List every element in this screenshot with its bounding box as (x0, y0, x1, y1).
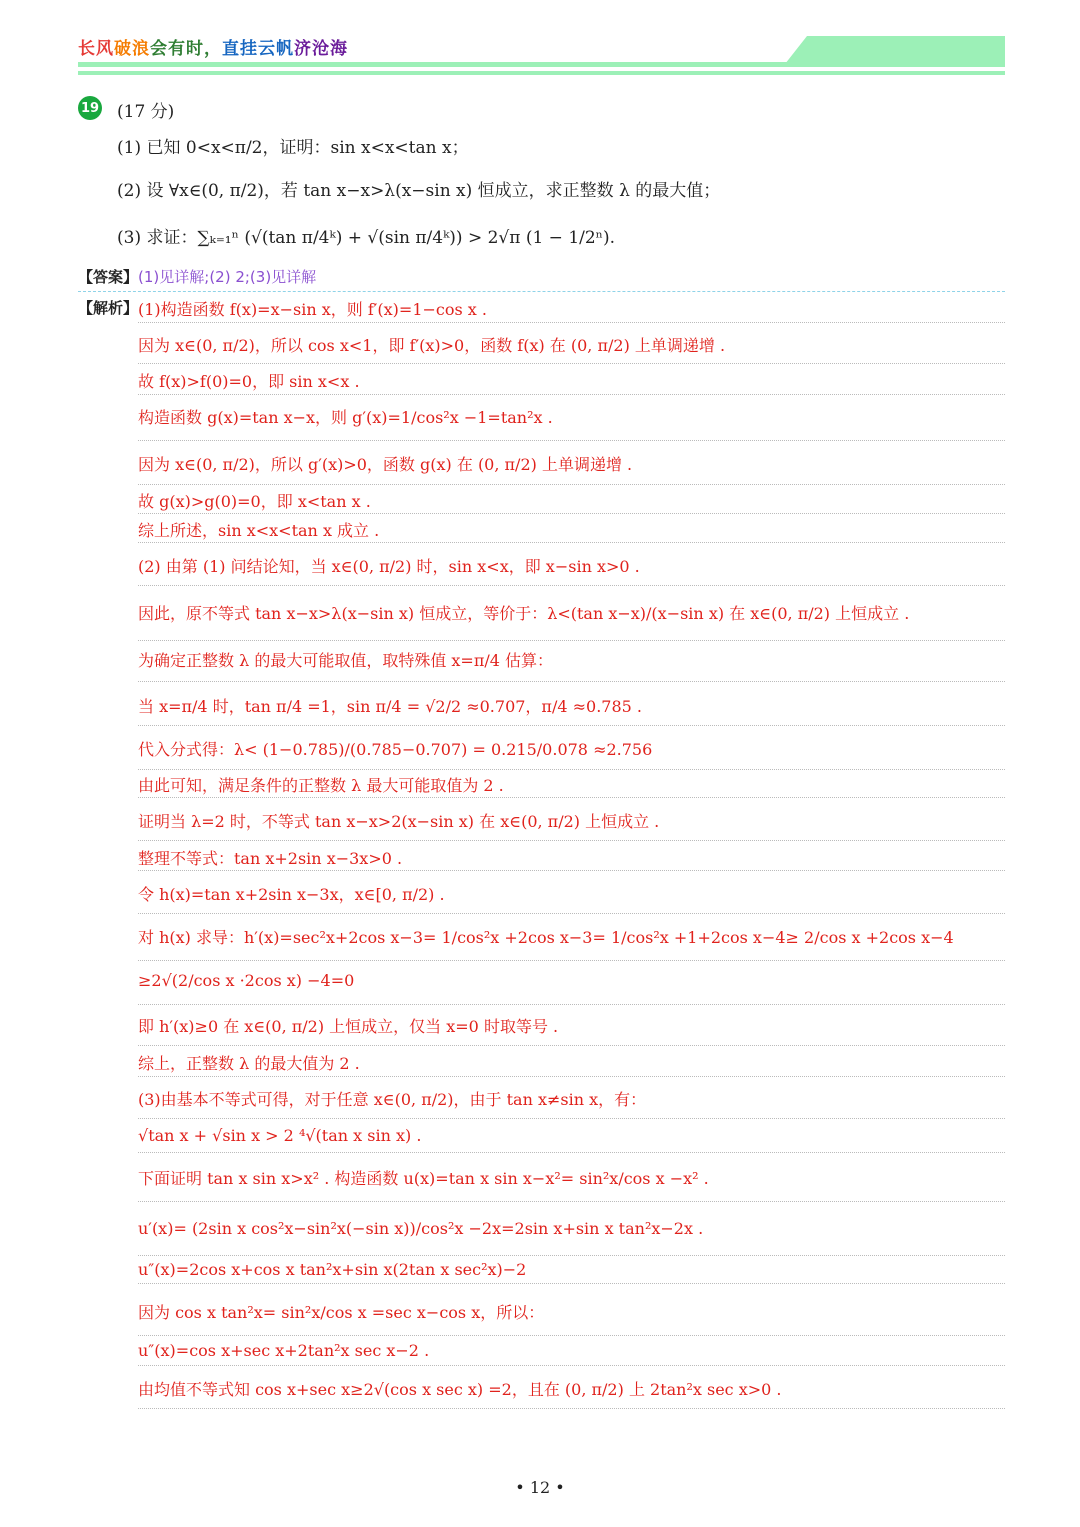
motto-part: 会有时， (150, 39, 222, 59)
analysis-line: 构造函数 g(x)=tan x−x，则 g′(x)=1/cos²x −1=tan²x . (138, 408, 553, 427)
motto-part: 长风 (78, 39, 114, 59)
analysis-line: 因为 x∈(0, π/2)，所以 g′(x)>0，函数 g(x) 在 (0, π/2) 上单调递增 . (138, 455, 633, 474)
header-tab-decoration (785, 36, 1005, 64)
divider (138, 1335, 1005, 1336)
divider (138, 1045, 1005, 1046)
divider (138, 870, 1005, 871)
analysis-line: ≥2√(2/cos x ·2cos x) −4=0 (138, 971, 355, 990)
analysis-line: √tan x + √sin x > 2 ⁴√(tan x sin x) . (138, 1126, 422, 1145)
analysis-line: 为确定正整数 λ 的最大可能取值，取特殊值 x=π/4 估算： (138, 651, 554, 670)
analysis-line: 由此可知，满足条件的正整数 λ 最大可能取值为 2 . (138, 776, 504, 795)
analysis-line: (1)构造函数 f(x)=x−sin x，则 f′(x)=1−cos x . (138, 300, 487, 319)
analysis-line: 对 h(x) 求导：h′(x)=sec²x+2cos x−3= 1/cos²x +2cos x−3= 1/cos²x +1+2cos x−4≥ 2/cos x +2cos x−4 (138, 928, 954, 947)
answer-label: 【答案】 (78, 268, 139, 286)
divider (138, 1118, 1005, 1119)
divider (138, 1365, 1005, 1366)
answer-text: (1)见详解;(2) 2;(3)见详解 (138, 268, 317, 286)
divider (138, 640, 1005, 641)
question-part-1: (1) 已知 0<x<π/2，证明：sin x<x<tan x； (117, 138, 469, 158)
divider (138, 484, 1005, 485)
divider (138, 769, 1005, 770)
divider (138, 797, 1005, 798)
analysis-line: 下面证明 tan x sin x>x² . 构造函数 u(x)=tan x sin x−x²= sin²x/cos x −x² . (138, 1169, 709, 1188)
divider (138, 1152, 1005, 1153)
analysis-line: (3)由基本不等式可得，对于任意 x∈(0, π/2)，由于 tan x≠sin x，有： (138, 1090, 647, 1109)
header-motto (78, 34, 348, 59)
analysis-line: 由均值不等式知 cos x+sec x≥2√(cos x sec x) =2，且在 (0, π/2) 上 2tan²x sec x>0 . (138, 1380, 782, 1399)
divider (138, 1201, 1005, 1202)
motto-part: 直挂云帆 (222, 39, 294, 59)
question-part-3: (3) 求证：∑ₖ₌₁ⁿ (√(tan π/4ᵏ) + √(sin π/4ᵏ)) > 2√π (1 − 1/2ⁿ). (117, 228, 616, 248)
analysis-line: 令 h(x)=tan x+2sin x−3x，x∈[0, π/2) . (138, 885, 445, 904)
divider (138, 840, 1005, 841)
divider (138, 513, 1005, 514)
analysis-line: 整理不等式：tan x+2sin x−3x>0 . (138, 849, 403, 868)
motto-part: 济沧海 (294, 39, 348, 59)
page-header (0, 0, 1080, 95)
analysis-label: 【解析】 (78, 299, 139, 317)
analysis-line: u′(x)= (2sin x cos²x−sin²x(−sin x))/cos²x −2x=2sin x+sin x tan²x−2x . (138, 1219, 704, 1238)
divider (138, 725, 1005, 726)
divider (78, 291, 1005, 292)
question-number-badge: 19 (78, 96, 102, 120)
divider (138, 960, 1005, 961)
divider (138, 585, 1005, 586)
analysis-line: u″(x)=cos x+sec x+2tan²x sec x−2 . (138, 1341, 430, 1360)
answer-row (78, 266, 316, 287)
divider (138, 1408, 1005, 1409)
divider (138, 1255, 1005, 1256)
analysis-line: 因为 x∈(0, π/2)，所以 cos x<1，即 f′(x)>0，函数 f(x) 在 (0, π/2) 上单调递增 . (138, 336, 726, 355)
divider (138, 1004, 1005, 1005)
divider (138, 542, 1005, 543)
analysis-line: 因此，原不等式 tan x−x>λ(x−sin x) 恒成立，等价于：λ<(tan x−x)/(x−sin x) 在 x∈(0, π/2) 上恒成立 . (138, 604, 910, 623)
question-part-2: (2) 设 ∀x∈(0, π/2)，若 tan x−x>λ(x−sin x) 恒成立，求正整数 λ 的最大值； (117, 181, 721, 201)
analysis-line: 故 f(x)>f(0)=0，即 sin x<x . (138, 372, 360, 391)
divider (138, 681, 1005, 682)
analysis-line: 代入分式得：λ< (1−0.785)/(0.785−0.707) = 0.215/0.078 ≈2.756 (138, 740, 653, 759)
analysis-line: 因为 cos x tan²x= sin²x/cos x =sec x−cos x，所以： (138, 1303, 545, 1322)
divider (138, 913, 1005, 914)
page-number: • 12 • (515, 1478, 565, 1497)
analysis-line: (2) 由第 (1) 问结论知，当 x∈(0, π/2) 时，sin x<x，即 x−sin x>0 . (138, 557, 640, 576)
divider (138, 394, 1005, 395)
analysis-line: 当 x=π/4 时，tan π/4 =1，sin π/4 = √2/2 ≈0.707，π/4 ≈0.785 . (138, 697, 642, 716)
question-score: (17 分) (117, 102, 175, 122)
analysis-line: u″(x)=2cos x+cos x tan²x+sin x(2tan x sec²x)−2 (138, 1260, 527, 1279)
analysis-line: 综上，正整数 λ 的最大值为 2 . (138, 1054, 360, 1073)
analysis-line: 综上所述，sin x<x<tan x 成立 . (138, 521, 380, 540)
divider (138, 1283, 1005, 1284)
divider (138, 322, 1005, 323)
analysis-line: 故 g(x)>g(0)=0，即 x<tan x . (138, 492, 371, 511)
divider (138, 440, 1005, 441)
motto-part: 破浪 (114, 39, 150, 59)
divider (138, 1076, 1005, 1077)
analysis-line: 即 h′(x)≥0 在 x∈(0, π/2) 上恒成立，仅当 x=0 时取等号 . (138, 1017, 559, 1036)
header-rule-thin (78, 71, 1005, 75)
header-rule (78, 62, 1005, 67)
analysis-line: 证明当 λ=2 时，不等式 tan x−x>2(x−sin x) 在 x∈(0, π/2) 上恒成立 . (138, 812, 660, 831)
divider (138, 363, 1005, 364)
